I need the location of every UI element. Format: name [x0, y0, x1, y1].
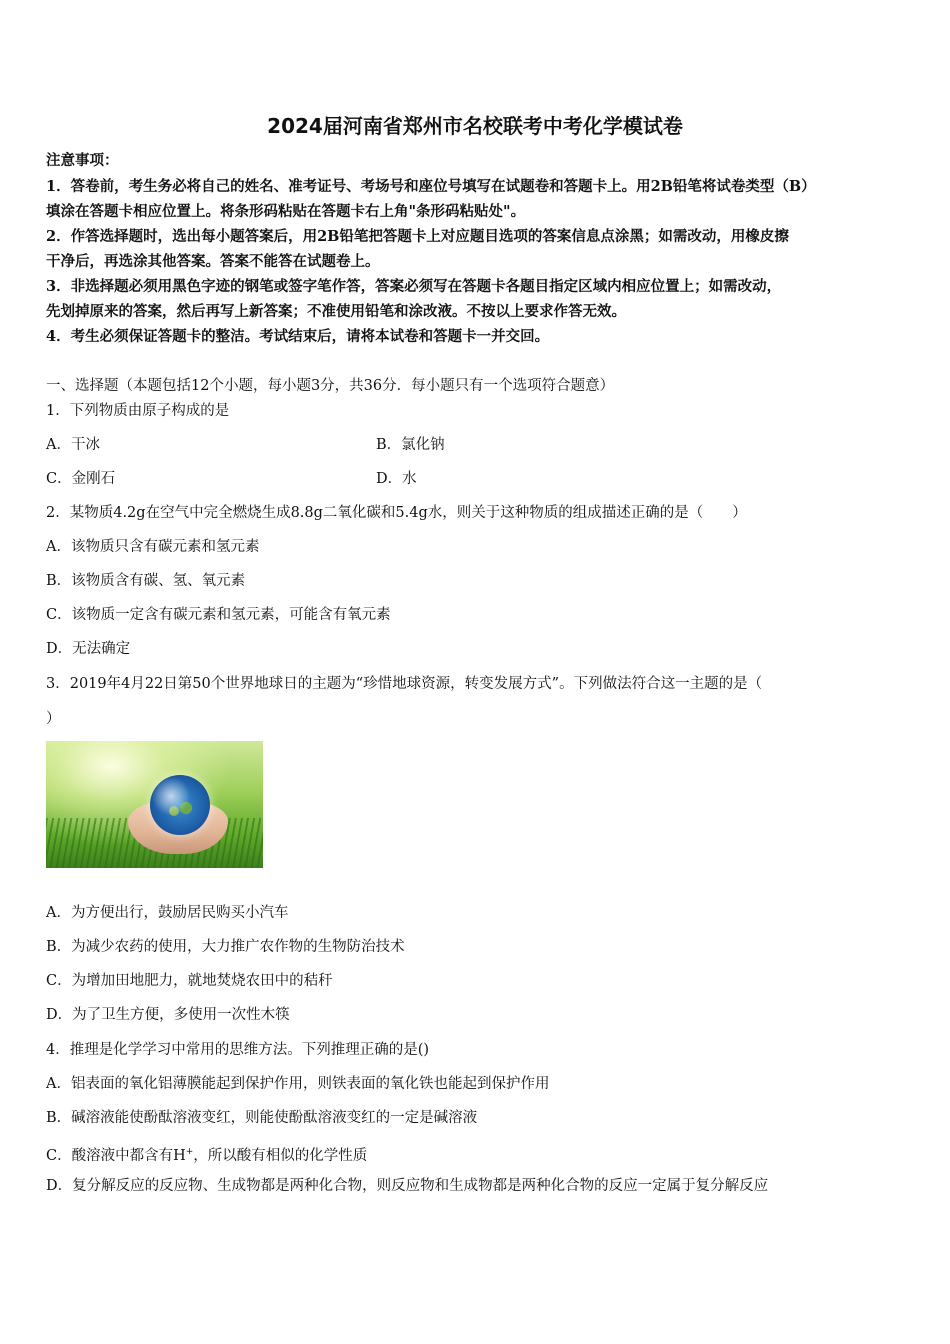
- question-2-option-d: D．无法确定: [46, 641, 131, 657]
- page-title: 2024届河南省郑州市名校联考中考化学模试卷: [267, 114, 683, 138]
- question-4-option-c: [46, 1142, 906, 1166]
- notice-line: 干净后，再选涂其他答案。答案不能答在试题卷上。: [46, 253, 380, 270]
- question-1-stem: 1．下列物质由原子构成的是: [46, 403, 230, 419]
- notice-line: 先划掉原来的答案，然后再写上新答案；不准使用铅笔和涂改液。不按以上要求作答无效。: [46, 303, 626, 320]
- option-c-text: C．酸溶液中都含有H: [46, 1147, 186, 1164]
- question-4-stem: 4．推理是化学学习中常用的思维方法。下列推理正确的是(): [46, 1042, 430, 1058]
- question-3-option-d: D．为了卫生方便，多使用一次性木筷: [46, 1007, 290, 1023]
- notice-line: 2．作答选择题时，选出每小题答案后，用2B铅笔把答题卡上对应题目选项的答案信息点涂黑；如需改动，用橡皮擦: [46, 228, 789, 245]
- globe-icon: [150, 775, 210, 835]
- question-1-option-d: D．水: [376, 471, 417, 487]
- notice-line: 1．答卷前，考生务必将自己的姓名、准考证号、考场号和座位号填写在试题卷和答题卡上。用2B铅笔将试卷类型（B）: [46, 178, 816, 195]
- question-4-option-b: B．碱溶液能使酚酞溶液变红，则能使酚酞溶液变红的一定是碱溶液: [46, 1110, 478, 1126]
- question-2-option-c: C．该物质一定含有碳元素和氢元素，可能含有氧元素: [46, 607, 391, 623]
- question-1-option-a: A．干冰: [46, 437, 100, 453]
- question-2-option-a: A．该物质只含有碳元素和氢元素: [46, 539, 260, 555]
- notice-line: 填涂在答题卡相应位置上。将条形码粘贴在答题卡右上角"条形码粘贴处"。: [46, 203, 526, 220]
- section-heading: 一、选择题（本题包括12个小题，每小题3分，共36分．每小题只有一个选项符合题意）: [46, 378, 615, 394]
- question-2-stem: 2．某物质4.2g在空气中完全燃烧生成8.8g二氧化碳和5.4g水，则关于这种物质的组成描述正确的是（ ）: [46, 505, 747, 521]
- question-2-option-b: B．该物质含有碳、氢、氧元素: [46, 573, 246, 589]
- notice-heading: 注意事项：: [46, 152, 119, 169]
- question-3-option-c: C．为增加田地肥力，就地焚烧农田中的秸秆: [46, 973, 333, 989]
- question-3-option-b: B．为减少农药的使用，大力推广农作物的生物防治技术: [46, 939, 405, 955]
- question-4-option-a: A．铝表面的氧化铝薄膜能起到保护作用，则铁表面的氧化铁也能起到保护作用: [46, 1076, 550, 1092]
- question-3-stem-end: ）: [46, 711, 61, 727]
- question-1-option-b: B．氯化钠: [376, 437, 445, 453]
- question-4-option-d: D．复分解反应的反应物、生成物都是两种化合物，则反应物和生成物都是两种化合物的反应一定属于复分解反应: [46, 1178, 769, 1194]
- question-1-option-c: C．金刚石: [46, 471, 116, 487]
- notice-line: 4．考生必须保证答题卡的整洁。考试结束后，请将本试卷和答题卡一并交回。: [46, 328, 550, 345]
- notice-line: 3．非选择题必须用黑色字迹的钢笔或签字笔作答，答案必须写在答题卡各题目指定区域内相应位置上；如需改动，: [46, 278, 782, 295]
- earth-in-hands-image: [46, 741, 263, 868]
- option-c-text-rest: ，所以酸有相似的化学性质: [193, 1147, 368, 1164]
- question-3-stem: 3．2019年4月22日第50个世界地球日的主题为“珍惜地球资源，转变发展方式”。下列做法符合这一主题的是（: [46, 676, 763, 692]
- superscript-plus: +: [185, 1147, 194, 1157]
- question-3-option-a: A．为方便出行，鼓励居民购买小汽车: [46, 905, 289, 921]
